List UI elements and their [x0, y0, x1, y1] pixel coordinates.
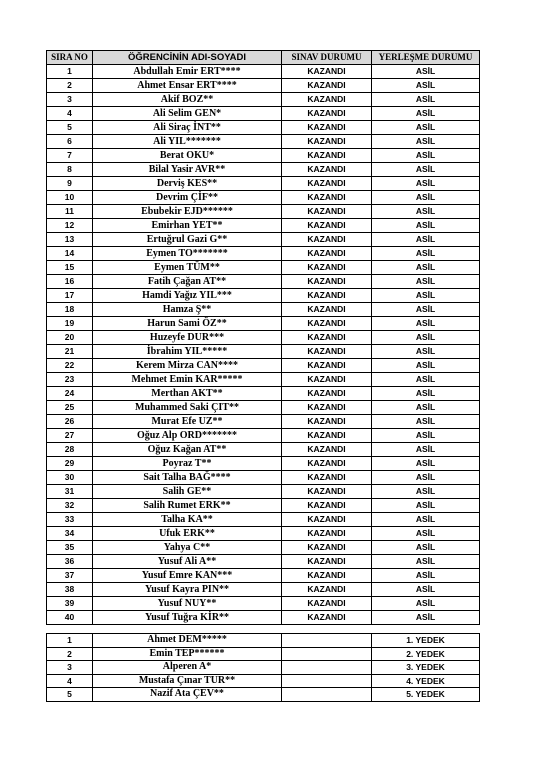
student-name: Ali Selim GEN*: [93, 107, 282, 121]
student-name: Eymen TÜM**: [93, 261, 282, 275]
row-number: 33: [47, 513, 93, 527]
row-number: 32: [47, 499, 93, 513]
exam-status: KAZANDI: [282, 359, 372, 373]
exam-status: KAZANDI: [282, 541, 372, 555]
exam-status: KAZANDI: [282, 289, 372, 303]
table-row: [47, 429, 480, 443]
row-number: 3: [47, 93, 93, 107]
table-row: [47, 289, 480, 303]
row-number: 30: [47, 471, 93, 485]
exam-status: [282, 647, 372, 661]
table-row: [47, 177, 480, 191]
exam-status: KAZANDI: [282, 527, 372, 541]
placement-status: ASİL: [372, 163, 480, 177]
table-row: [47, 345, 480, 359]
student-name: Merthan AKT**: [93, 387, 282, 401]
exam-status: KAZANDI: [282, 485, 372, 499]
placement-status: 2. YEDEK: [372, 647, 480, 661]
student-name: Kerem Mirza CAN****: [93, 359, 282, 373]
placement-status: ASİL: [372, 233, 480, 247]
table-row: [47, 359, 480, 373]
student-name: Derviş KES**: [93, 177, 282, 191]
table-row: [47, 569, 480, 583]
exam-status: [282, 661, 372, 675]
results-table: [46, 50, 480, 625]
row-number: 29: [47, 457, 93, 471]
row-number: 2: [47, 79, 93, 93]
student-name: Poyraz T**: [93, 457, 282, 471]
row-number: 34: [47, 527, 93, 541]
exam-status: [282, 634, 372, 648]
row-number: 19: [47, 317, 93, 331]
exam-status: KAZANDI: [282, 107, 372, 121]
row-number: 5: [47, 688, 93, 702]
exam-status: KAZANDI: [282, 331, 372, 345]
student-name: Eymen TO*******: [93, 247, 282, 261]
row-number: 31: [47, 485, 93, 499]
placement-status: 1. YEDEK: [372, 634, 480, 648]
student-name: Salih Rumet ERK**: [93, 499, 282, 513]
header-placement-status: YERLEŞME DURUMU: [372, 51, 480, 65]
placement-status: ASİL: [372, 135, 480, 149]
student-name: Oğuz Kağan AT**: [93, 443, 282, 457]
placement-status: ASİL: [372, 583, 480, 597]
reserve-table: [46, 633, 480, 702]
placement-status: ASİL: [372, 107, 480, 121]
student-name: Yusuf Emre KAN***: [93, 569, 282, 583]
student-name: Mehmet Emin KAR*****: [93, 373, 282, 387]
table-row: [47, 233, 480, 247]
row-number: 24: [47, 387, 93, 401]
student-name: Ebubekir EJD******: [93, 205, 282, 219]
exam-status: KAZANDI: [282, 121, 372, 135]
exam-status: KAZANDI: [282, 597, 372, 611]
row-number: 4: [47, 674, 93, 688]
row-number: 37: [47, 569, 93, 583]
student-name: Alperen A*: [93, 661, 282, 675]
row-number: 22: [47, 359, 93, 373]
table-row: [47, 219, 480, 233]
exam-status: KAZANDI: [282, 555, 372, 569]
table-row: [47, 597, 480, 611]
table-row: [47, 415, 480, 429]
placement-status: ASİL: [372, 597, 480, 611]
row-number: 1: [47, 634, 93, 648]
placement-status: ASİL: [372, 219, 480, 233]
row-number: 23: [47, 373, 93, 387]
row-number: 18: [47, 303, 93, 317]
reserve-row: [47, 634, 480, 648]
reserve-row: [47, 674, 480, 688]
student-name: Hamza Ş**: [93, 303, 282, 317]
table-row: [47, 163, 480, 177]
table-row: [47, 149, 480, 163]
exam-status: KAZANDI: [282, 261, 372, 275]
exam-status: KAZANDI: [282, 93, 372, 107]
exam-status: KAZANDI: [282, 65, 372, 79]
student-name: Muhammed Saki ÇIT**: [93, 401, 282, 415]
placement-status: ASİL: [372, 359, 480, 373]
student-name: Salih GE**: [93, 485, 282, 499]
exam-status: KAZANDI: [282, 611, 372, 625]
reserve-row: [47, 661, 480, 675]
placement-status: ASİL: [372, 569, 480, 583]
placement-status: ASİL: [372, 331, 480, 345]
placement-status: ASİL: [372, 205, 480, 219]
table-row: [47, 485, 480, 499]
student-name: Ali YIL*******: [93, 135, 282, 149]
student-name: Yusuf Ali A**: [93, 555, 282, 569]
row-number: 11: [47, 205, 93, 219]
student-name: Emirhan YET**: [93, 219, 282, 233]
row-number: 21: [47, 345, 93, 359]
placement-status: ASİL: [372, 401, 480, 415]
student-name: Yusuf Kayra PIN**: [93, 583, 282, 597]
exam-status: KAZANDI: [282, 163, 372, 177]
table-row: [47, 191, 480, 205]
placement-status: ASİL: [372, 485, 480, 499]
placement-status: ASİL: [372, 527, 480, 541]
table-row: [47, 471, 480, 485]
row-number: 27: [47, 429, 93, 443]
exam-status: KAZANDI: [282, 177, 372, 191]
row-number: 16: [47, 275, 93, 289]
student-name: Ahmet DEM*****: [93, 634, 282, 648]
placement-status: ASİL: [372, 247, 480, 261]
placement-status: ASİL: [372, 499, 480, 513]
exam-status: KAZANDI: [282, 429, 372, 443]
placement-status: ASİL: [372, 261, 480, 275]
placement-status: ASİL: [372, 345, 480, 359]
table-row: [47, 513, 480, 527]
row-number: 39: [47, 597, 93, 611]
placement-status: ASİL: [372, 429, 480, 443]
table-row: [47, 275, 480, 289]
placement-status: ASİL: [372, 513, 480, 527]
table-row: [47, 331, 480, 345]
student-name: Harun Sami ÖZ**: [93, 317, 282, 331]
table-row: [47, 317, 480, 331]
table-row: [47, 527, 480, 541]
exam-status: KAZANDI: [282, 317, 372, 331]
student-name: Ali Siraç İNT**: [93, 121, 282, 135]
table-row: [47, 583, 480, 597]
student-name: Bilal Yasir AVR**: [93, 163, 282, 177]
student-name: Murat Efe UZ**: [93, 415, 282, 429]
exam-status: KAZANDI: [282, 205, 372, 219]
table-row: [47, 555, 480, 569]
exam-status: [282, 688, 372, 702]
student-name: Huzeyfe DUR***: [93, 331, 282, 345]
placement-status: ASİL: [372, 611, 480, 625]
placement-status: ASİL: [372, 79, 480, 93]
header-exam-status: SINAV DURUMU: [282, 51, 372, 65]
table-row: [47, 79, 480, 93]
row-number: 1: [47, 65, 93, 79]
row-number: 26: [47, 415, 93, 429]
student-name: Yusuf NUY**: [93, 597, 282, 611]
student-name: Hamdi Yağız YIL***: [93, 289, 282, 303]
table-row: [47, 499, 480, 513]
student-name: Abdullah Emir ERT****: [93, 65, 282, 79]
placement-status: ASİL: [372, 387, 480, 401]
placement-status: ASİL: [372, 121, 480, 135]
row-number: 8: [47, 163, 93, 177]
exam-status: KAZANDI: [282, 443, 372, 457]
table-row: [47, 135, 480, 149]
row-number: 10: [47, 191, 93, 205]
placement-status: ASİL: [372, 443, 480, 457]
exam-status: KAZANDI: [282, 401, 372, 415]
placement-status: ASİL: [372, 555, 480, 569]
table-row: [47, 303, 480, 317]
student-name: Oğuz Alp ORD*******: [93, 429, 282, 443]
row-number: 2: [47, 647, 93, 661]
student-name: Yahya C**: [93, 541, 282, 555]
placement-status: ASİL: [372, 65, 480, 79]
exam-status: KAZANDI: [282, 583, 372, 597]
row-number: 12: [47, 219, 93, 233]
row-number: 13: [47, 233, 93, 247]
placement-status: ASİL: [372, 275, 480, 289]
exam-status: KAZANDI: [282, 247, 372, 261]
exam-status: KAZANDI: [282, 457, 372, 471]
placement-status: ASİL: [372, 471, 480, 485]
table-row: [47, 401, 480, 415]
exam-status: KAZANDI: [282, 387, 372, 401]
placement-status: 5. YEDEK: [372, 688, 480, 702]
placement-status: 3. YEDEK: [372, 661, 480, 675]
row-number: 28: [47, 443, 93, 457]
student-name: Devrim ÇİF**: [93, 191, 282, 205]
row-number: 4: [47, 107, 93, 121]
exam-status: KAZANDI: [282, 79, 372, 93]
header-student-name: ÖĞRENCİNİN ADI-SOYADI: [93, 51, 282, 65]
student-name: Akif BOZ**: [93, 93, 282, 107]
exam-status: KAZANDI: [282, 275, 372, 289]
placement-status: ASİL: [372, 541, 480, 555]
row-number: 38: [47, 583, 93, 597]
row-number: 35: [47, 541, 93, 555]
placement-status: ASİL: [372, 415, 480, 429]
row-number: 6: [47, 135, 93, 149]
row-number: 25: [47, 401, 93, 415]
table-row: [47, 121, 480, 135]
exam-status: KAZANDI: [282, 513, 372, 527]
table-row: [47, 457, 480, 471]
student-name: Sait Talha BAĞ****: [93, 471, 282, 485]
placement-status: ASİL: [372, 289, 480, 303]
exam-status: KAZANDI: [282, 233, 372, 247]
row-number: 17: [47, 289, 93, 303]
placement-status: ASİL: [372, 317, 480, 331]
student-name: Fatih Çağan AT**: [93, 275, 282, 289]
row-number: 14: [47, 247, 93, 261]
student-name: Ertuğrul Gazi G**: [93, 233, 282, 247]
exam-status: KAZANDI: [282, 569, 372, 583]
reserve-table-body: [47, 634, 480, 702]
row-number: 20: [47, 331, 93, 345]
table-row: [47, 443, 480, 457]
reserve-row: [47, 647, 480, 661]
row-number: 36: [47, 555, 93, 569]
row-number: 9: [47, 177, 93, 191]
placement-status: ASİL: [372, 191, 480, 205]
student-name: Yusuf Tuğra KİR**: [93, 611, 282, 625]
row-number: 40: [47, 611, 93, 625]
row-number: 15: [47, 261, 93, 275]
placement-status: ASİL: [372, 303, 480, 317]
table-row: [47, 541, 480, 555]
table-row: [47, 261, 480, 275]
exam-status: KAZANDI: [282, 471, 372, 485]
table-row: [47, 205, 480, 219]
placement-status: ASİL: [372, 177, 480, 191]
placement-status: ASİL: [372, 149, 480, 163]
exam-status: KAZANDI: [282, 303, 372, 317]
row-number: 7: [47, 149, 93, 163]
student-name: Talha KA**: [93, 513, 282, 527]
student-name: Emin TEP******: [93, 647, 282, 661]
student-name: Mustafa Çınar TUR**: [93, 674, 282, 688]
table-row: [47, 65, 480, 79]
exam-status: KAZANDI: [282, 149, 372, 163]
row-number: 5: [47, 121, 93, 135]
student-name: Berat OKU*: [93, 149, 282, 163]
exam-status: [282, 674, 372, 688]
student-name: İbrahim YIL*****: [93, 345, 282, 359]
student-name: Nazif Ata ÇEV**: [93, 688, 282, 702]
exam-status: KAZANDI: [282, 345, 372, 359]
placement-status: ASİL: [372, 373, 480, 387]
student-name: Ufuk ERK**: [93, 527, 282, 541]
placement-status: ASİL: [372, 93, 480, 107]
exam-status: KAZANDI: [282, 219, 372, 233]
exam-status: KAZANDI: [282, 415, 372, 429]
results-table-body: [47, 65, 480, 625]
placement-status: ASİL: [372, 457, 480, 471]
table-row: [47, 107, 480, 121]
header-sira-no: SIRA NO: [47, 51, 93, 65]
exam-status: KAZANDI: [282, 191, 372, 205]
table-row: [47, 247, 480, 261]
student-name: Ahmet Ensar ERT****: [93, 79, 282, 93]
exam-status: KAZANDI: [282, 499, 372, 513]
exam-status: KAZANDI: [282, 135, 372, 149]
table-row: [47, 93, 480, 107]
table-row: [47, 387, 480, 401]
table-header-row: [47, 51, 480, 65]
table-row: [47, 611, 480, 625]
row-number: 3: [47, 661, 93, 675]
reserve-row: [47, 688, 480, 702]
table-row: [47, 373, 480, 387]
placement-status: 4. YEDEK: [372, 674, 480, 688]
exam-status: KAZANDI: [282, 373, 372, 387]
